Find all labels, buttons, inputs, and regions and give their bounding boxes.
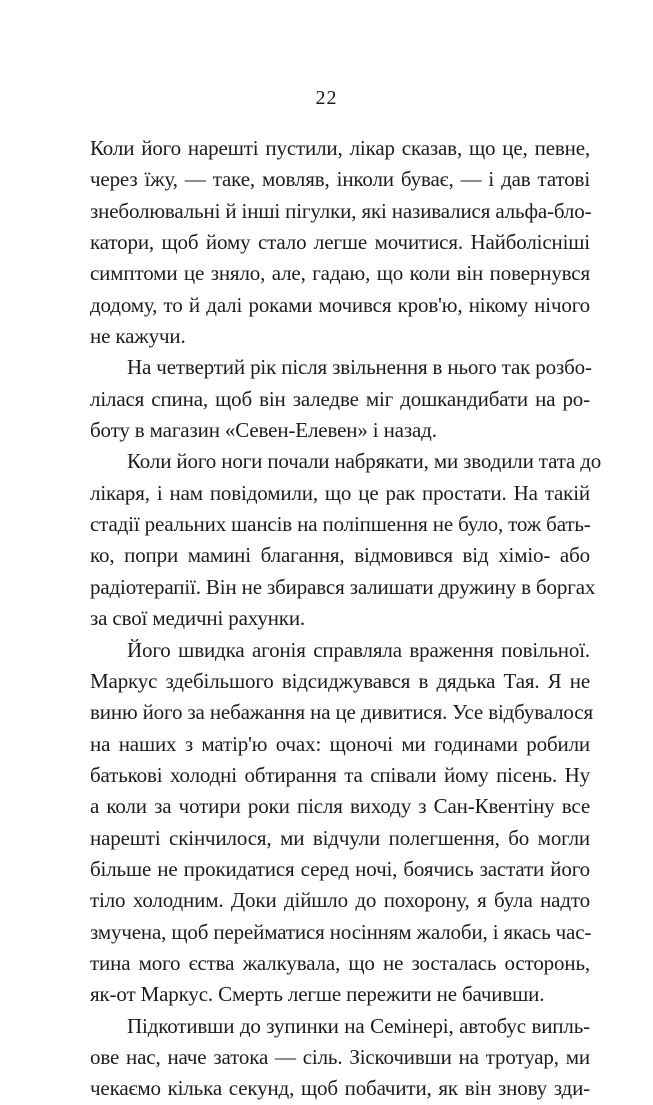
text-line: Коли його нарешті пустили, лікар сказав, що це, певне, <box>90 136 590 160</box>
text-line: чекаємо кілька секунд, щоб побачити, як він знову зди- <box>90 1076 590 1101</box>
body-text <box>90 133 602 1105</box>
text-line: додому, то й далі роками мочився кров'ю, нікому нічого <box>90 292 590 317</box>
text-line: більше не прокидатися серед ночі, боячись застати його <box>90 856 590 881</box>
text-line: нарешті скінчилося, ми відчули полегшення, бо могли <box>90 825 590 850</box>
text-line: тіло холодним. Доки дійшло до похорону, я була надто <box>90 888 590 913</box>
paragraph-3 <box>90 446 602 634</box>
text-line: Коли його ноги почали набрякати, ми зводили тата до <box>127 449 602 474</box>
text-line: радіотерапії. Він не збирався залишати дружину в боргах <box>90 574 596 599</box>
text-line: Підкотивши до зупинки на Семінері, автобус випль- <box>127 1013 590 1038</box>
paragraph-4 <box>90 635 593 1011</box>
text-line: змучена, щоб перейматися носінням жалоби, і якась час- <box>90 919 592 944</box>
text-line: боту в магазин «Севен-Елевен» і назад. <box>90 418 437 443</box>
paragraph-5 <box>90 1011 590 1105</box>
text-line: як-от Маркус. Смерть легше пережити не бачивши. <box>90 982 545 1007</box>
text-line: виню його за небажання на це дивитися. Усе відбувалося <box>90 700 593 725</box>
text-line: стадії реальних шансів на поліпшення не було, тож бать- <box>90 512 591 537</box>
text-line: ко, попри мамині благання, відмовився від хіміо- або <box>90 543 590 568</box>
text-line: а коли за чотири роки після виходу з Сан-Квентіну все <box>90 794 590 819</box>
text-line: знеболювальні й інші пігулки, які називалися альфа-бло- <box>90 198 592 223</box>
text-line: не кажучи. <box>90 324 186 349</box>
text-line: лілася спина, щоб він заледве міг дошкандибати на ро- <box>90 386 590 411</box>
text-line: На четвертий рік після звільнення в нього так розбо- <box>127 355 592 380</box>
paragraph-2 <box>90 352 590 446</box>
text-line: через їжу, — таке, мовляв, інколи буває, — і дав татові <box>90 167 590 192</box>
text-line: тина мого єства жалкувала, що не зосталась осторонь, <box>90 950 590 975</box>
text-line: Його швидка агонія справляла враження повільної. <box>127 637 590 662</box>
paragraph-1 <box>90 133 590 352</box>
text-line: Маркус здебільшого відсиджувався в дядька Тая. Я не <box>90 668 590 693</box>
text-line: за свої медичні рахунки. <box>90 606 306 631</box>
text-line: лікаря, і нам повідомили, що це рак простати. На такій <box>90 480 590 505</box>
text-line: катори, щоб йому стало легше мочитися. Найболісніші <box>90 230 590 255</box>
page-number: 22 <box>315 87 338 109</box>
text-line: батькові холодні обтирання та співали йому пісень. Ну <box>90 762 590 787</box>
text-line: на наших з матір'ю очах: щоночі ми годинами робили <box>90 731 590 756</box>
text-line: симптоми це зняло, але, гадаю, що коли він повернувся <box>90 261 590 286</box>
text-line: ове нас, наче затока — сіль. Зіскочивши на тротуар, ми <box>90 1044 590 1069</box>
